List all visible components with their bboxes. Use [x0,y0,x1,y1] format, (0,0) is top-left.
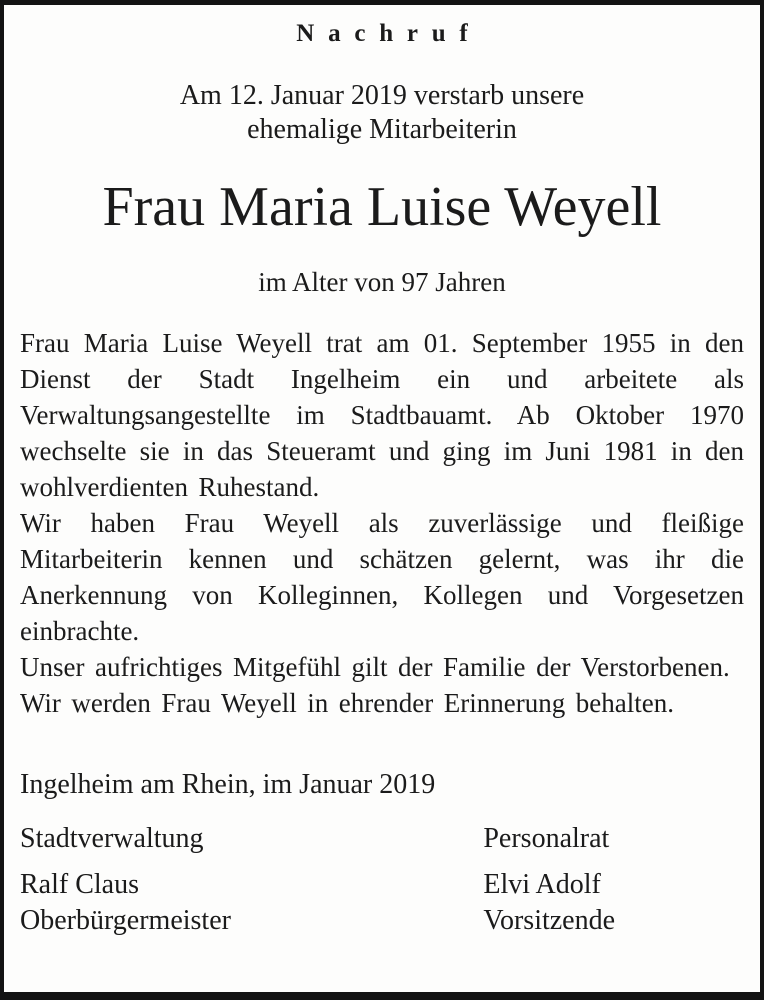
signature-roles-row [20,903,744,939]
signature-org-right: Personalrat [483,823,610,854]
signature-role-left: Oberbürgermeister [20,905,231,936]
obituary-paragraph-appreciation: Wir haben Frau Weyell als zuverlässige und fleißige Mitarbeiterin kennen und schätzen gelernt, was ihr die Anerkennung von Kolleginnen, Kollegen und Vorgesetzen einbrachte. [20,508,744,646]
signature-name-left: Ralf Claus [20,869,139,900]
signature-name-right: Elvi Adolf [483,869,601,900]
intro-block [20,79,744,147]
notice-content [4,5,760,939]
signature-orgs-row [20,821,744,857]
deceased-name: Frau Maria Luise Weyell [102,176,662,238]
signature-names-row [20,867,744,903]
signature-role-right: Vorsitzende [483,905,616,936]
age-line: im Alter von 97 Jahren [258,267,506,297]
intro-line-1: Am 12. Januar 2019 verstarb unsere [179,80,585,111]
obituary-body [20,325,744,721]
signature-org-left: Stadtverwaltung [20,823,204,854]
notice-title: Nachruf [296,20,482,47]
obituary-paragraph-remembrance: Wir werden Frau Weyell in ehrender Erinnerung behalten. [20,688,674,718]
dateline: Ingelheim am Rhein, im Januar 2019 [20,769,436,800]
obituary-paragraph-career: Frau Maria Luise Weyell trat am 01. September 1955 in den Dienst der Stadt Ingelheim ein und arbeitete als Verwaltungsangestellte im Stadtbauamt. Ab Oktober 1970 wechselte sie in das Steueramt und ging im Juni 1981 in den wohlverdienten Ruhestand. [20,328,744,502]
intro-line-2: ehemalige Mitarbeiterin [247,114,517,145]
obituary-paragraph-condolence: Unser aufrichtiges Mitgefühl gilt der Familie der Verstorbenen. [20,652,730,682]
